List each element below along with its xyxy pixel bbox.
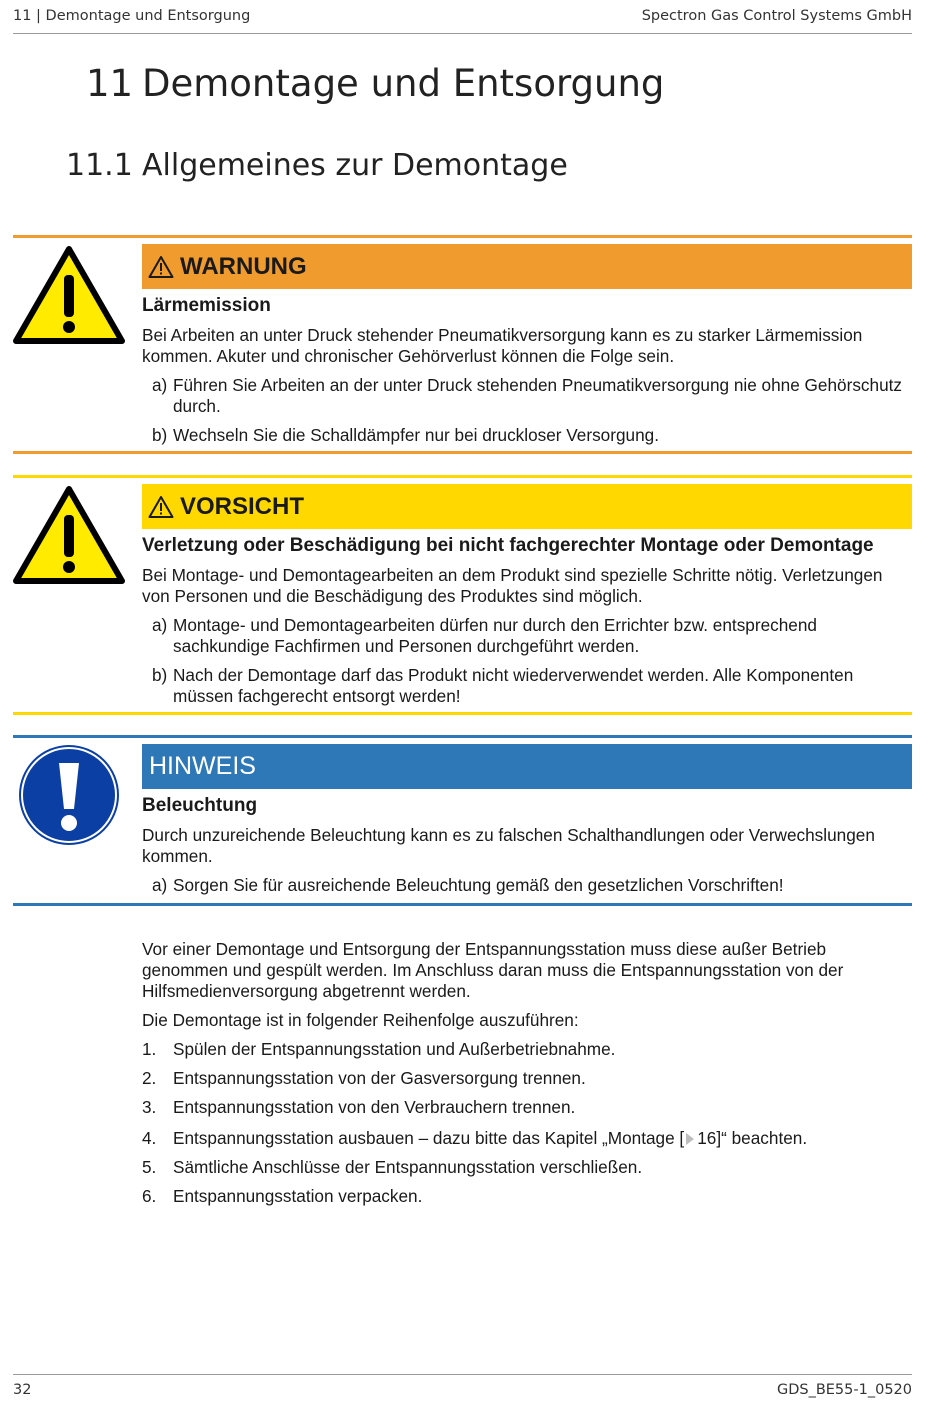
caution-box (13, 475, 912, 715)
header-chapter: 11 | Demontage und Entsorgung (13, 8, 251, 24)
list-item: a) Führen Sie Arbeiten an der unter Druck stehenden Pneumatikversorgung nie ohne Gehörschutz durch. (152, 375, 902, 416)
notice-title: Beleuchtung (142, 795, 258, 816)
list-item: 5. Sämtliche Anschlüsse der Entspannungsstation verschließen. (142, 1157, 643, 1177)
body-text (142, 939, 912, 1215)
warning-measures-list (142, 375, 912, 446)
warning-title: Lärmemission (142, 295, 271, 316)
list-item: 3. Entspannungsstation von den Verbrauchern trennen. (142, 1097, 576, 1117)
caution-title: Verletzung oder Beschädigung bei nicht fachgerechter Montage oder Demontage (142, 535, 874, 556)
page-footer (13, 1374, 912, 1401)
notice-label: HINWEIS (149, 752, 256, 780)
list-item: a) Sorgen Sie für ausreichende Beleuchtung gemäß den gesetzlichen Vorschriften! (152, 875, 784, 895)
notice-top-rule (13, 735, 912, 738)
warning-bottom-rule (13, 451, 912, 454)
xref-arrow-icon (686, 1133, 694, 1145)
notice-signal-band (142, 744, 912, 789)
list-item: b) Wechseln Sie die Schalldämpfer nur bei druckloser Versorgung. (152, 425, 659, 445)
list-item: 2. Entspannungsstation von der Gasversorgung trennen. (142, 1068, 586, 1088)
document-code: GDS_BE55-1_0520 (776, 1382, 912, 1398)
list-item: 1. Spülen der Entspannungsstation und Außerbetriebnahme. (142, 1039, 616, 1059)
disassembly-steps-list (142, 1039, 912, 1207)
caution-description: Bei Montage- und Demontagearbeiten an dem Produkt sind spezielle Schritte nötig. Verletzungen von Personen und die Beschädigung des Produktes sind möglich. (142, 565, 883, 606)
list-item: 4. Entspannungsstation ausbauen – dazu bitte das Kapitel „Montage [ 16]“ beachten. (142, 1128, 808, 1148)
chapter-title: Demontage und Entsorgung (142, 62, 665, 105)
small-warning-triangle-icon (148, 255, 174, 279)
notice-box (13, 735, 912, 906)
warning-box (13, 235, 912, 454)
caution-label: VORSICHT (180, 492, 305, 520)
notice-measures-list (142, 875, 912, 896)
warning-label: WARNUNG (180, 252, 307, 280)
exclamation-circle-icon (17, 743, 121, 852)
section-title: Allgemeines zur Demontage (142, 148, 568, 183)
list-item: a) Montage- und Demontagearbeiten dürfen nur durch den Errichter bzw. entsprechend sachkundige Fachfirmen und Personen durchgeführt werden. (152, 615, 817, 656)
caution-top-rule (13, 475, 912, 478)
caution-bottom-rule (13, 712, 912, 715)
warning-top-rule (13, 235, 912, 238)
caution-signal-band (142, 484, 912, 529)
intro-paragraph: Vor einer Demontage und Entsorgung der Entspannungsstation muss diese außer Betrieb genommen und gespült werden. Im Anschluss daran muss die Entspannungsstation von der Hilfsmedienversorgung abgetrennt werden. (142, 939, 844, 1001)
cross-reference-link[interactable]: 16 (697, 1128, 717, 1148)
header-company: Spectron Gas Control Systems GmbH (641, 8, 912, 24)
chapter-number: 11 (86, 62, 134, 105)
page-header (13, 0, 912, 34)
warning-triangle-icon (13, 245, 125, 350)
warning-description: Bei Arbeiten an unter Druck stehender Pneumatikversorgung kann es zu starker Lärmemission kommen. Akuter und chronischer Gehörverlust können die Folge sein. (142, 325, 863, 366)
section-number: 11.1 (66, 148, 133, 183)
list-item: b) Nach der Demontage darf das Produkt nicht wiederverwendet werden. Alle Komponenten müssen fachgerecht entsorgt werden! (152, 665, 854, 706)
sequence-intro: Die Demontage ist in folgender Reihenfolge auszuführen: (142, 1010, 579, 1030)
notice-description: Durch unzureichende Beleuchtung kann es zu falschen Schalthandlungen oder Verwechslungen kommen. (142, 825, 875, 866)
warning-triangle-icon (13, 485, 125, 590)
small-warning-triangle-icon (148, 495, 174, 519)
notice-bottom-rule (13, 903, 912, 906)
section-heading (66, 148, 568, 183)
caution-measures-list (142, 615, 912, 707)
chapter-heading (86, 62, 664, 105)
list-item: 6. Entspannungsstation verpacken. (142, 1186, 423, 1206)
warning-signal-band (142, 244, 912, 289)
page-number: 32 (13, 1382, 32, 1398)
